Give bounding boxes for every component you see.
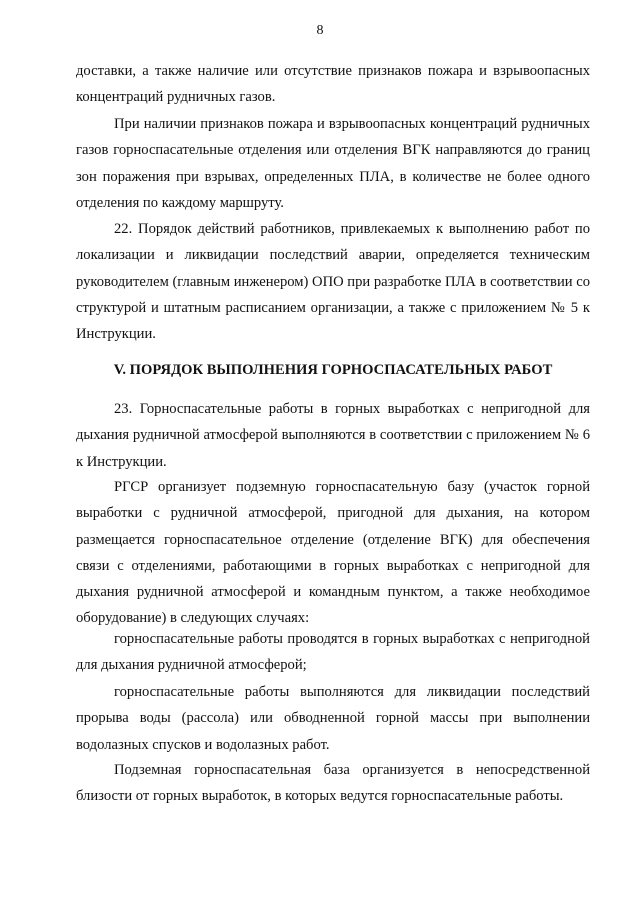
section-heading: V. ПОРЯДОК ВЫПОЛНЕНИЯ ГОРНОСПАСАТЕЛЬНЫХ РАБОТ <box>113 362 553 378</box>
page-number: 8 <box>316 23 324 38</box>
paragraph-base-location: Подземная горноспасательная база организуется в непосредственной близости от горных выработок, в которых ведутся горноспасательные работы. <box>76 762 590 805</box>
paragraph-case-unbreathable: горноспасательные работы проводятся в горных выработках с непригодной для дыхания рудничной атмосферой; <box>76 631 590 674</box>
paragraph-fire-signs: При наличии признаков пожара и взрывоопасных концентраций рудничных газов горноспасательные отделения или отделения ВГК направляются до границ зон поражения при взрывах, определенных ПЛА, в количестве не более одного отделения по каждому маршруту. <box>76 116 590 211</box>
paragraph-item-22: 22. Порядок действий работников, привлекаемых к выполнению работ по локализации и ликвидации последствий аварии, определяется техническим руководителем (главным инженером) ОПО при разработке ПЛА в соответствии со структурой и штатным расписанием организации, а также с приложением № 5 к Инструкции. <box>76 221 590 343</box>
paragraph-item-23: 23. Горноспасательные работы в горных выработках с непригодной для дыхания рудничной атмосферой выполняются в соответствии с приложением № 6 к Инструкции. <box>76 401 590 470</box>
paragraph-rgsr-base: РГСР организует подземную горноспасательную базу (участок горной выработки с рудничной атмосферой, пригодной для дыхания, на котором размещается горноспасательное отделение (отделение ВГК) для обеспечения связи с отделениями, работающими в горных выработках с непригодной для дыхания рудничной атмосферой и командным пунктом, а также необходимое оборудование) в следующих случаях: <box>76 479 590 627</box>
paragraph-delivery-continuation: доставки, а также наличие или отсутствие признаков пожара и взрывоопасных концентраций рудничных газов. <box>76 63 590 106</box>
paragraph-case-water-breakthrough: горноспасательные работы выполняются для ликвидации последствий прорыва воды (рассола) или обводненной горной массы при выполнении водолазных спусков и водолазных работ. <box>76 684 590 753</box>
